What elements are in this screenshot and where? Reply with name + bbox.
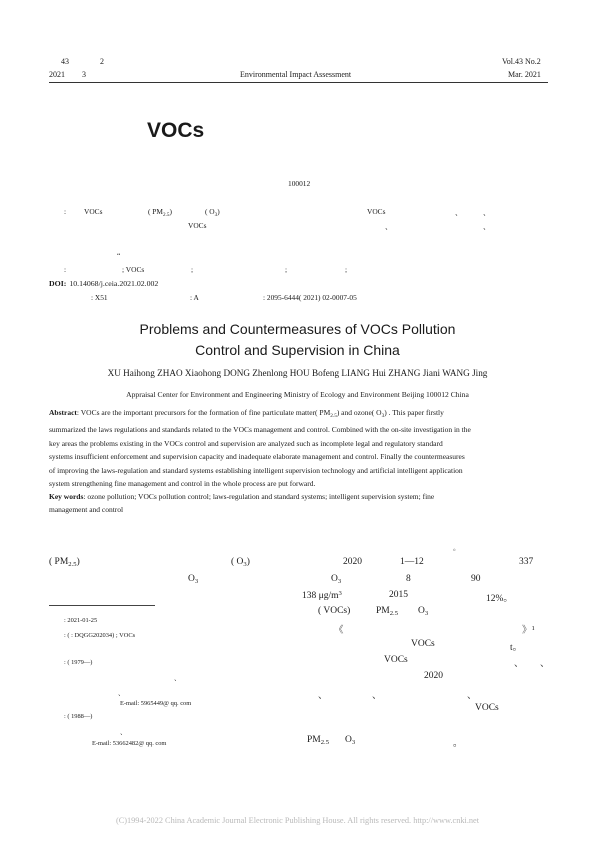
abstract-en-line: summarized the laws regulations and standards related to the VOCs management and control. Combined with the on-site investigation in the — [49, 425, 471, 435]
body-number: 8 — [406, 574, 411, 584]
body-unit: t。 — [510, 643, 523, 653]
keywords-cn-label: : — [64, 265, 67, 274]
abstract-en-line: Abstract: VOCs are the important precursors for the formation of fine particulate matter( $PM_{2.5}$) and ozone( $O_3$) . This paper firstly — [49, 408, 444, 419]
body-vocs: ( VOCs) — [318, 606, 351, 616]
keywords-cn-sep: ; — [191, 265, 194, 274]
body-punct: 、 — [514, 659, 524, 669]
body-year: 2015 — [389, 590, 408, 600]
affiliation-en: Appraisal Center for Environment and Engineering Ministry of Ecology and Environment Beijing 100012 China — [126, 390, 469, 399]
body-vocs: VOCs — [475, 703, 499, 713]
corresponding-author: : ( 1988—) — [64, 713, 93, 720]
volume-cn: 43 — [61, 57, 69, 66]
body-concentration: 138 $\mu g/m^3$ — [302, 590, 342, 601]
year-cn: 2021 — [49, 70, 65, 79]
title-cn: VOCs — [147, 119, 205, 142]
header-rule — [49, 82, 548, 83]
keywords-en: Key words: ozone pollution; VOCs pollution control; laws-regulation and standard systems; intelligent supervision system; fine management and control — [49, 492, 435, 515]
date-en: Mar. 2021 — [508, 70, 541, 79]
author-bio: : ( 1979—) — [64, 659, 93, 666]
body-year: 2020 — [343, 557, 362, 567]
body-vocs: VOCs — [411, 639, 435, 649]
body-percent: 12%。 — [486, 594, 513, 604]
authors-en: XU Haihong ZHAO Xiaohong DONG Zhenlong HOU Bofeng LIANG Hui ZHANG Jiani WANG Jing — [107, 368, 488, 378]
abstract-cn-punct: 、 — [385, 222, 393, 231]
abstract-cn-punct: 、 — [483, 222, 491, 231]
issue-cn: 2 — [100, 57, 104, 66]
footnote-punct: 、 — [174, 675, 181, 682]
body-mark: 。 — [453, 544, 460, 552]
abstract-en-line: system strengthening fine management and control in the whole process are put forward. — [49, 479, 316, 489]
body-punct: 、 — [467, 691, 477, 701]
abstract-cn-quote-mark: “ — [117, 251, 121, 260]
corresponding-email: E-mail: 53662482@ qq. com — [92, 740, 167, 747]
body-period: 。 — [453, 739, 463, 749]
abstract-en-line: systems insufficient enforcement and supervision capacity and inadequate elaborate management and control. Finally the countermeasures — [49, 452, 465, 462]
month-cn: 3 — [82, 70, 86, 79]
abstract-cn-punct: 、 — [483, 208, 491, 217]
body-punct: 、 — [540, 659, 550, 669]
abstract-cn-pm: ( $PM_{2.5}$) — [148, 207, 172, 218]
abstract-cn-punct: 、 — [455, 208, 463, 217]
abstract-cn-label: : — [64, 207, 67, 216]
body-o3: $O_3$ — [418, 606, 429, 617]
body-o3: ( $O_3$) — [231, 557, 250, 568]
footnote-punct: 、 — [120, 729, 127, 736]
abstract-cn-vocs-3: VOCs — [188, 221, 207, 230]
body-bracket: 《 — [334, 626, 344, 636]
body-pm25: ( $PM_{2.5}$) — [49, 557, 80, 568]
footnote-punct: 、 — [118, 690, 125, 697]
keywords-cn-sep: ; — [285, 265, 288, 274]
body-o3: $O_3$ — [331, 574, 342, 585]
body-pm25: $PM_{2.5}$ — [307, 735, 330, 746]
body-year: 2020 — [424, 671, 443, 681]
title-en-line-1: Problems and Countermeasures of VOCs Pollution — [139, 321, 456, 337]
abstract-cn-o3: ( $O_3$) — [205, 207, 220, 218]
received-date: : 2021-01-25 — [64, 617, 98, 624]
footnote-rule — [49, 605, 155, 606]
journal-name-en: Environmental Impact Assessment — [240, 70, 352, 79]
body-o3: $O_3$ — [345, 735, 356, 746]
article-number: : 2095-6444( 2021) 02-0007-05 — [263, 293, 357, 302]
author-email: E-mail: 5965449@ qq. com — [120, 700, 192, 707]
body-vocs: VOCs — [384, 655, 408, 665]
clc-number: : X51 — [91, 293, 108, 302]
body-pm25: $PM_{2.5}$ — [376, 606, 399, 617]
doi: DOI: 10.14068/j.ceia.2021.02.002 — [49, 279, 159, 288]
abstract-en — [49, 406, 549, 490]
body-number: 90 — [471, 574, 481, 584]
body-months: 1—12 — [400, 557, 424, 567]
fund-info: : ( : DQGG202034) ; VOCs — [64, 632, 136, 639]
body-o3: $O_3$ — [188, 574, 199, 585]
keywords-cn-vocs: ; VOCs — [122, 265, 145, 274]
volume-en: Vol.43 No.2 — [502, 57, 541, 66]
body-bracket: 》$^1$ — [522, 625, 535, 636]
body-punct: 、 — [318, 691, 328, 701]
body-count: 337 — [519, 557, 534, 567]
title-en-line-2: Control and Supervision in China — [195, 342, 400, 358]
abstract-cn-vocs: VOCs — [84, 207, 103, 216]
abstract-en-line: key areas the problems existing in the VOCs control and supervision are analyzed such as incomplete legal and regulatory standard — [49, 438, 443, 448]
abstract-cn-vocs-2: VOCs — [367, 207, 386, 216]
abstract-en-line: of improving the laws-regulation and standard systems establishing intelligent supervision technology and artificial intelligent application — [49, 465, 463, 475]
cnki-watermark: (C)1994-2022 China Academic Journal Electronic Publishing House. All rights reserved. http://www.cnki.net — [115, 816, 480, 825]
postcode: 100012 — [288, 179, 311, 188]
document-code: : A — [190, 293, 199, 302]
body-punct: 、 — [372, 691, 382, 701]
keywords-cn-sep: ; — [345, 265, 348, 274]
